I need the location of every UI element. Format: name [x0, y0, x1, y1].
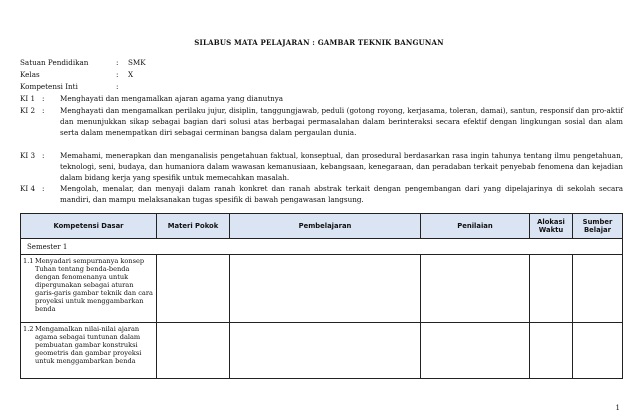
ki-colon: :	[42, 151, 45, 160]
kd-number: 1.1	[23, 257, 34, 265]
silabus-table	[20, 213, 623, 379]
ki-text: Memahami, menerapkan dan menganalisis pengetahuan faktual, konseptual, dan prosedural berdasarkan rasa ingin tahunya tentang ilmu pengetahuan, teknologi, seni, budaya, dan humaniora dalam wawasan kemanusiaan, kebangsaan, kenegaraan, dan peradaban terkait penyebab fenomena dan kejadian dalam bidang kerja yang spesifik untuk memecahkan masalah.	[60, 151, 623, 182]
table-header-row	[21, 214, 623, 239]
document-title: SILABUS MATA PELAJARAN : GAMBAR TEKNIK BANGUNAN	[194, 38, 444, 47]
kd-number: 1.2	[23, 325, 34, 333]
alokasi-cell	[530, 255, 573, 323]
ki-code: KI 1	[20, 94, 36, 103]
semester-row	[21, 239, 623, 255]
kd-text: Mengamalkan nilai-nilai ajaran agama sebagai tuntunan dalam pembuatan gambar konstruksi geometris dan gambar proyeksi untuk menggambarkan benda	[35, 325, 142, 365]
header-penilaian: Penilaian	[421, 214, 530, 239]
ki-colon: :	[42, 94, 45, 103]
pembelajaran-cell	[230, 255, 421, 323]
ki-code: KI 3	[20, 151, 36, 160]
ki-text: Mengolah, menalar, dan menyaji dalam ranah konkret dan ranah abstrak terkait dengan pengembangan dari yang dipelajarinya di sekolah secara mandiri, dan mampu melaksanakan tugas spesifik di bawah pengawasan langsung.	[60, 184, 623, 204]
sumber-cell	[573, 323, 623, 379]
meta-label: Satuan Pendidikan	[20, 58, 89, 67]
table-row	[21, 323, 623, 379]
sumber-cell	[573, 255, 623, 323]
meta-colon: :	[116, 58, 119, 67]
penilaian-cell	[421, 255, 530, 323]
ki-text: Menghayati dan mengamalkan ajaran agama yang dianutnya	[60, 94, 284, 103]
header-sumber-belajar: Sumber Belajar	[573, 214, 623, 239]
ki-2	[20, 105, 623, 138]
kd-cell	[21, 255, 157, 323]
ki-1	[20, 93, 623, 104]
kd-text: Menyadari sempurnanya konsep Tuhan tentang benda-benda dengan fenomenanya untuk dipergunakan sebagai aturan garis-garis gambar teknik dan cara proyeksi untuk menggambarkan benda	[35, 257, 153, 313]
semester-label: Semester 1	[21, 239, 623, 255]
materi-cell	[157, 323, 230, 379]
alokasi-cell	[530, 323, 573, 379]
meta-label: Kompetensi Inti	[20, 82, 78, 91]
pembelajaran-cell	[230, 323, 421, 379]
ki-4	[20, 183, 623, 205]
ki-text: Menghayati dan mengamalkan perilaku jujur, disiplin, tanggungjawab, peduli (gotong royong, kerjasama, toleran, damai), santun, responsif dan pro-aktif dan menunjukkan sikap sebagai bagian dari solusi atas berbagai permasalahan dalam berinteraksi secara efektif dengan lingkungan sosial dan alam serta dalam menempatkan diri sebagai cerminan bangsa dalam pergaulan dunia.	[60, 106, 623, 137]
ki-3	[20, 150, 623, 183]
penilaian-cell	[421, 323, 530, 379]
ki-colon: :	[42, 106, 45, 115]
ki-colon: :	[42, 184, 45, 193]
header-alokasi-waktu: Alokasi Waktu	[530, 214, 573, 239]
meta-value: SMK	[128, 58, 146, 67]
materi-cell	[157, 255, 230, 323]
table-row	[21, 255, 623, 323]
ki-code: KI 4	[20, 184, 36, 193]
kd-cell	[21, 323, 157, 379]
meta-label: Kelas	[20, 70, 40, 79]
header-materi-pokok: Materi Pokok	[157, 214, 230, 239]
ki-code: KI 2	[20, 106, 36, 115]
header-kompetensi-dasar: Kompetensi Dasar	[21, 214, 157, 239]
page-number: 1	[615, 404, 620, 412]
meta-value: X	[128, 70, 134, 79]
header-pembelajaran: Pembelajaran	[230, 214, 421, 239]
meta-colon: :	[116, 70, 119, 79]
meta-colon: :	[116, 82, 119, 91]
